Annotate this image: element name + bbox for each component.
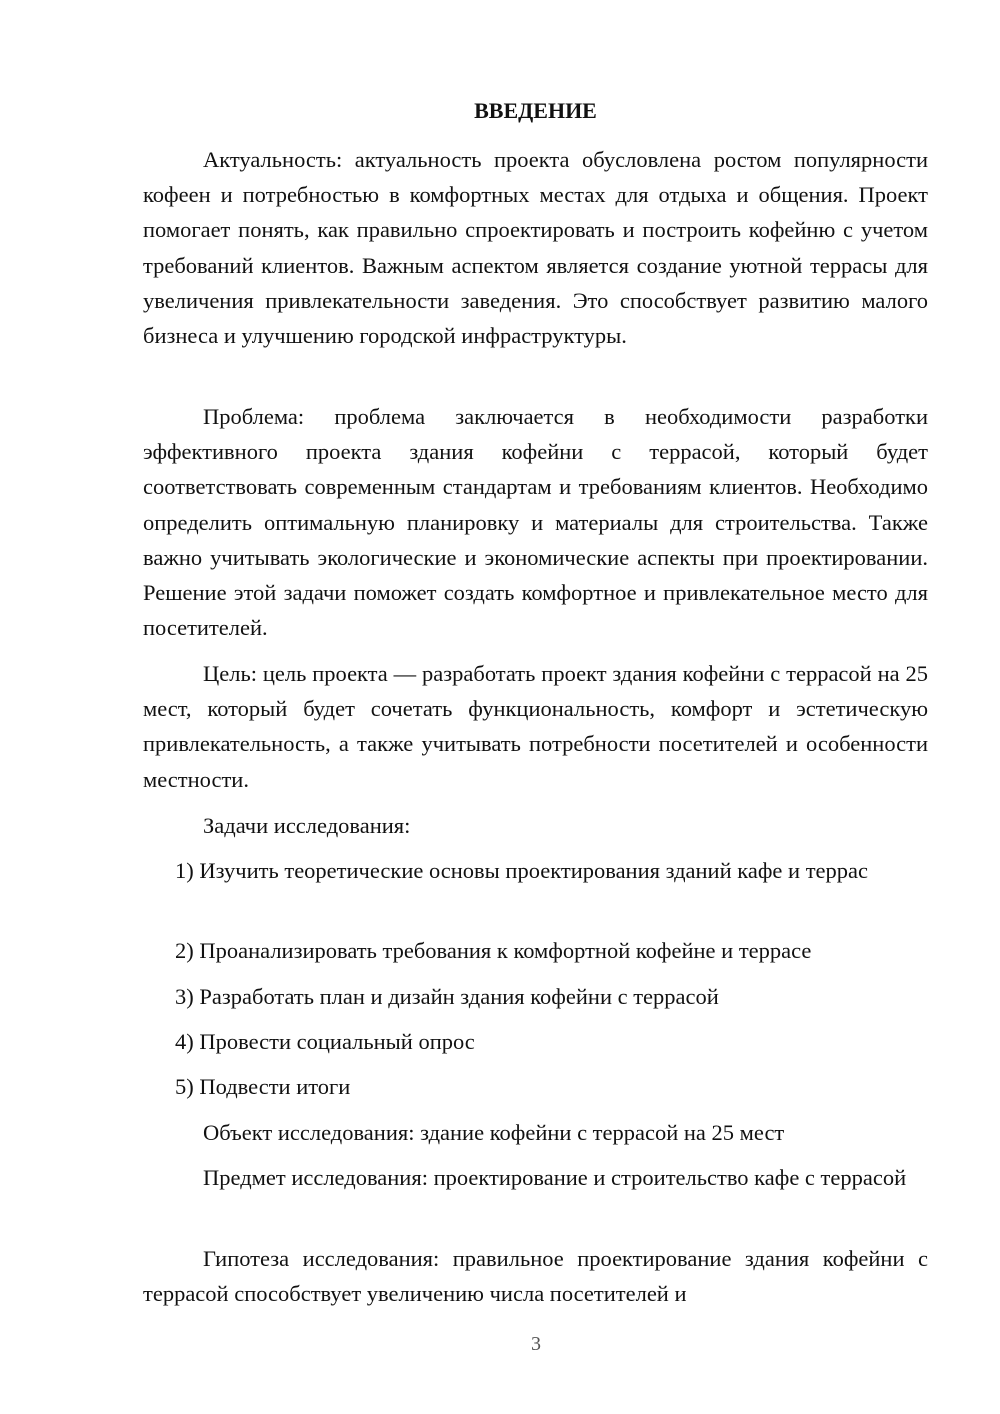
paragraph-tasks-heading: Задачи исследования: [203, 813, 411, 838]
paragraph-hypothesis: Гипотеза исследования: правильное проектирование здания кофейни с террасой способствует увеличению числа посетителей и [143, 1246, 928, 1307]
paragraph-problem: Проблема: проблема заключается в необходимости разработки эффективного проекта здания кофейни с террасой, который будет соответствовать современным стандартам и требованиям клиентов. Необходимо определить оптимальную планировку и материалы для строительства. Также важно учитывать экологические и экономические аспекты при проектировании. Решение этой задачи поможет создать комфортное и привлекательное место для посетителей. [143, 404, 928, 641]
task-item-4: 4) Провести социальный опрос [175, 1029, 475, 1054]
task-item-1: 1) Изучить теоретические основы проектирования зданий кафе и террас [175, 858, 868, 883]
paragraph-subject: Предмет исследования: проектирование и строительство кафе с террасой [203, 1165, 907, 1190]
page-number: 3 [531, 1333, 541, 1355]
task-item-5: 5) Подвести итоги [175, 1074, 351, 1099]
paragraph-goal: Цель: цель проекта — разработать проект здания кофейни с террасой на 25 мест, который будет сочетать функциональность, комфорт и эстетическую привлекательность, а также учитывать потребности посетителей и особенности местности. [143, 661, 928, 792]
task-item-3: 3) Разработать план и дизайн здания кофейни с террасой [175, 984, 719, 1009]
paragraph-object: Объект исследования: здание кофейни с террасой на 25 мест [203, 1120, 785, 1145]
paragraph-relevance: Актуальность: актуальность проекта обусловлена ростом популярности кофеен и потребностью в комфортных местах для отдыха и общения. Проект помогает понять, как правильно спроектировать и построить кофейню с учетом требований клиентов. Важным аспектом является создание уютной террасы для увеличения привлекательности заведения. Это способствует развитию малого бизнеса и улучшению городской инфраструктуры. [143, 147, 928, 349]
task-item-2: 2) Проанализировать требования к комфортной кофейне и террасе [175, 938, 812, 963]
section-title: ВВЕДЕНИЕ [474, 98, 597, 123]
